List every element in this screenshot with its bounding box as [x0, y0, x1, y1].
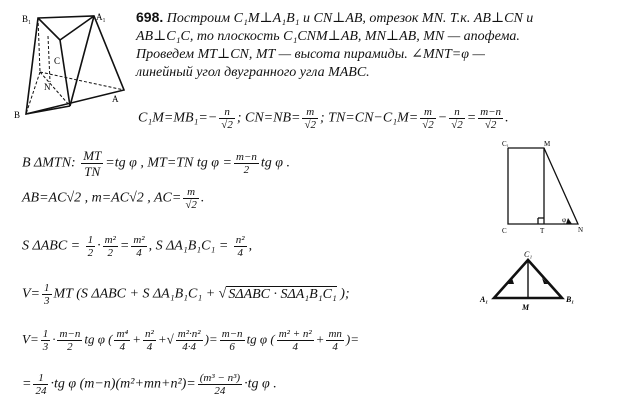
eq2-text-c: MT=TN tg φ =	[147, 155, 232, 171]
eq4-frac2-den: 2	[107, 247, 113, 259]
eq6-frac1-num: 1	[42, 328, 49, 340]
eq4-frac3-num: m²	[133, 234, 145, 246]
eq6-frac4-num: n²	[145, 328, 154, 340]
eq4-end: ,	[248, 238, 253, 254]
eq6-text-b: tg φ (	[84, 331, 113, 347]
eq4-frac3-den: 4	[136, 247, 142, 259]
eq6-op3: +	[132, 331, 142, 347]
eq3-frac1-num: m	[183, 186, 199, 199]
eq4-frac4-num: n²	[235, 234, 245, 246]
eq1-frac5-num: m−n	[480, 106, 502, 118]
eq1-text-c: ; TN=CN−C₁M=	[320, 110, 419, 126]
equation-volume-formula: V= $\frac{1}{3}$ MT (S ΔABC + S ΔA₁B₁C₁ + √ SΔABC · SΔA₁B₁C₁ );	[22, 282, 350, 307]
eq5-text-a: V=	[22, 286, 40, 302]
eq6-frac5-den: 4·4	[182, 341, 197, 353]
eq1-end: .	[505, 110, 509, 126]
eq3-text-a: AB=AC√2 , m=AC√2 , AC=	[22, 190, 182, 206]
triangle-figure	[478, 248, 584, 320]
eq7-frac1-num: 1	[33, 372, 48, 385]
eq1-text-b: ; CN=NB=	[236, 110, 301, 126]
fig1-label-b1: B₁	[22, 14, 32, 24]
eq6-frac3-den: 4	[119, 341, 126, 353]
eq5-end: );	[340, 286, 350, 302]
equation-volume-expand: V= $\frac{1}{3}$ · $\frac{m-n}{2}$ tg φ ( $\frac{\text{m⁴}}{4}$ + $\frac{\text{n²}}{4}$ +√ $\frac{\text{m²·n²}}{4\cdot 4}$ )= $\frac{m-n}{6}$ tg φ ( $\frac{\text{m² + n²}}{4}$ + $\frac{mn}{4}$ )=	[22, 328, 360, 353]
eq7-text-a: =	[22, 376, 32, 392]
frustum-figure	[8, 10, 130, 122]
problem-line-2: AB⊥C₁C, то плоскость C₁CNM⊥AB, MN⊥AB, MN — апофема.	[136, 29, 520, 44]
eq2-text-d: tg φ .	[260, 155, 290, 171]
eq4-text-a: S ΔABC =	[22, 238, 81, 254]
eq1-frac1-num: n	[219, 106, 235, 119]
fig3-label-b1: B₁	[566, 295, 575, 304]
eq6-frac7-den: 4	[292, 341, 298, 353]
eq6-frac6-num: m−n	[221, 328, 243, 340]
eq4-op1: ·	[97, 238, 101, 254]
eq6-frac3-num: m⁴	[116, 328, 129, 340]
eq6-op4: +	[157, 331, 167, 347]
eq1-frac3-num: m	[420, 106, 436, 119]
eq1-minus: −	[207, 110, 218, 126]
fig1-label-c: C	[54, 56, 61, 66]
eq4-text-b: , S ΔA₁B₁C₁ =	[148, 238, 229, 254]
eq6-frac5-num: m²·n²	[177, 328, 201, 340]
eq6-frac6-den: 6	[229, 341, 235, 353]
fig3-label-a1: A₁	[480, 295, 489, 304]
fig2-label-c1: C₁	[502, 140, 510, 148]
eq2-frac1-den: TN	[84, 164, 101, 179]
equation-areas	[22, 234, 252, 259]
eq5-frac1-den: 3	[44, 295, 50, 307]
eq1-frac2-den: √2	[304, 119, 317, 131]
eq3-frac1-den: √2	[185, 199, 197, 211]
eq5-frac1-num: 1	[44, 282, 50, 294]
eq3-end: .	[200, 190, 205, 206]
fig2-label-phi: φ	[562, 216, 567, 224]
eq7-frac2-num: (m³ − n³)	[199, 372, 241, 384]
fig1-label-n: N	[44, 82, 51, 92]
eq6-frac8-num: mn	[328, 328, 342, 340]
eq6-end: )=	[345, 331, 360, 347]
eq2-frac1-num: MT	[83, 148, 102, 163]
equation-lengths	[138, 106, 509, 131]
eq6-frac2-den: 2	[67, 341, 73, 353]
fig2-label-m: M	[544, 140, 551, 148]
problem-line-4: линейный угол двугранного угла MABC.	[136, 65, 370, 80]
eq6-frac1-den: 3	[42, 341, 49, 353]
eq4-frac2-num: m²	[104, 234, 116, 246]
problem-line-1: Построим C₁M⊥A₁B₁ и CN⊥AB, отрезок MN. Т.к. AB⊥CN и	[166, 11, 534, 26]
fig2-label-n: N	[578, 226, 584, 234]
eq1-frac2-num: m	[302, 106, 318, 119]
fig2-label-t: T	[540, 227, 545, 234]
eq7-frac2-den: 24	[214, 385, 226, 397]
eq6-text-c: )=	[204, 331, 218, 347]
eq6-text-d: tg φ (	[246, 331, 275, 347]
eq6-op1: ·	[52, 331, 56, 347]
eq4-op2: =	[119, 238, 130, 254]
eq2-frac2-num: m−n	[235, 151, 257, 163]
eq1-frac1-den: √2	[221, 119, 233, 131]
eq4-frac1-num: 1	[87, 234, 94, 246]
eq7-text-b: ·tg φ (m−n)(m²+mn+n²)=	[50, 376, 196, 392]
fig3-label-c1: C₁	[524, 250, 533, 259]
eq1-frac4-den: √2	[451, 119, 463, 131]
eq6-frac4-den: 4	[146, 341, 153, 353]
eq2-text-b: =tg φ ,	[105, 155, 144, 171]
eq6-op7: +	[315, 331, 325, 347]
equation-ab	[22, 186, 204, 211]
equation-triangle-mtn	[22, 148, 290, 179]
eq4-frac4-den: 4	[237, 247, 243, 259]
eq2-frac2-den: 2	[243, 164, 250, 176]
eq6-frac2-num: m−n	[59, 328, 81, 340]
eq7-frac1-den: 24	[35, 385, 47, 397]
eq6-frac8-den: 4	[332, 341, 338, 353]
trapezoid-section-figure	[498, 138, 590, 234]
eq5-text-b: MT (S ΔABC + S ΔA₁B₁C₁ +	[53, 286, 216, 302]
eq1-text-a: C₁M=MB₁=	[138, 110, 208, 126]
eq1-frac4-num: n	[449, 106, 465, 119]
fig1-label-b: B	[14, 110, 21, 120]
eq5-sqrt: SΔABC · SΔA₁B₁C₁	[228, 286, 337, 302]
eq7-end: ·tg φ .	[244, 376, 277, 392]
eq4-frac1-den: 2	[87, 247, 94, 259]
problem-line-3: Проведем MT⊥CN, MT — высота пирамиды. ∠MNT=φ —	[136, 47, 485, 62]
eq6-text-a: V=	[22, 331, 39, 347]
eq2-text-a: В ΔMTN:	[22, 155, 76, 171]
eq1-op3: −	[437, 110, 448, 126]
equation-volume-result	[22, 372, 277, 397]
fig3-label-m: M	[522, 303, 530, 312]
problem-statement	[136, 8, 533, 82]
eq6-frac7-num: m² + n²	[278, 328, 312, 340]
fig2-label-c: C	[502, 227, 507, 234]
eq1-frac3-den: √2	[422, 119, 434, 131]
problem-number: 698.	[136, 9, 164, 25]
eq1-frac5-den: √2	[484, 119, 497, 131]
fig1-label-a1: A₁	[96, 12, 106, 22]
eq1-op4: =	[466, 110, 477, 126]
fig1-label-a: A	[112, 94, 119, 104]
